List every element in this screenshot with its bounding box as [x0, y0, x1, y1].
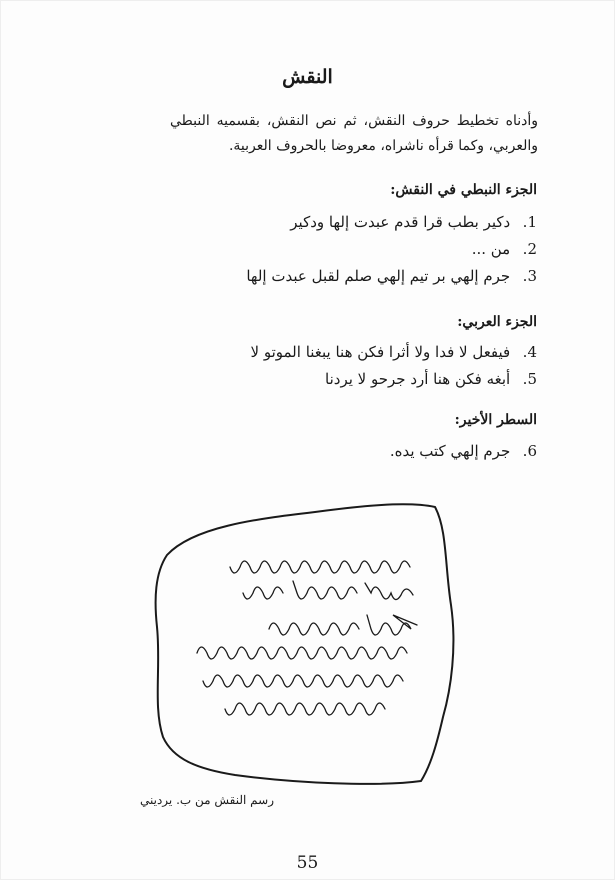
page-title: النقش: [282, 66, 333, 88]
nabataean-lines: [237, 209, 537, 290]
line-number: 6.: [522, 442, 537, 460]
arabic-lines: [237, 339, 537, 393]
inscription-stone-outline: [145, 497, 465, 787]
line-text: فيفعل لا فدا ولا أثرا فكن هنا يبغنا الموتو لا: [250, 343, 511, 361]
line-text: من ...: [471, 240, 511, 258]
section-heading-arabic: الجزء العربي:: [457, 314, 537, 330]
inscription-line-3: [237, 263, 537, 290]
last-line-list: [237, 438, 537, 465]
line-text: جرم إلهي بر تيم إلهي صلم لقبل عبدت إلها: [246, 267, 511, 285]
inscription-line-6: [237, 438, 537, 465]
page-number: 55: [296, 853, 319, 873]
line-text: جرم إلهي كتب يده.: [389, 442, 511, 460]
line-number: 1.: [522, 213, 537, 231]
line-text: أبغه فكن هنا أرد جرحو لا يردنا: [325, 370, 511, 388]
inscription-line-5: [237, 366, 537, 393]
intro-paragraph: وأدناه تخطيط حروف النقش، ثم نص النقش، بقسميه النبطي والعربي، وكما قرأه ناشراه، معروضا بالحروف العربية.: [170, 113, 538, 154]
inscription-line-4: [237, 339, 537, 366]
inscription-line-2: [237, 236, 537, 263]
line-number: 4.: [522, 343, 537, 361]
section-heading-last-line: السطر الأخير:: [454, 412, 537, 428]
line-text: دكير بطب قرا قدم عبدت إلها ودكير: [290, 213, 511, 231]
figure-caption: رسم النقش من ب. يرديني: [140, 793, 275, 807]
inscription-line-1: [237, 209, 537, 236]
line-number: 5.: [522, 370, 537, 388]
inscription-drawing: [145, 497, 465, 787]
line-number: 2.: [522, 240, 537, 258]
line-number: 3.: [522, 267, 537, 285]
section-heading-nabataean: الجزء النبطي في النقش:: [390, 182, 537, 198]
